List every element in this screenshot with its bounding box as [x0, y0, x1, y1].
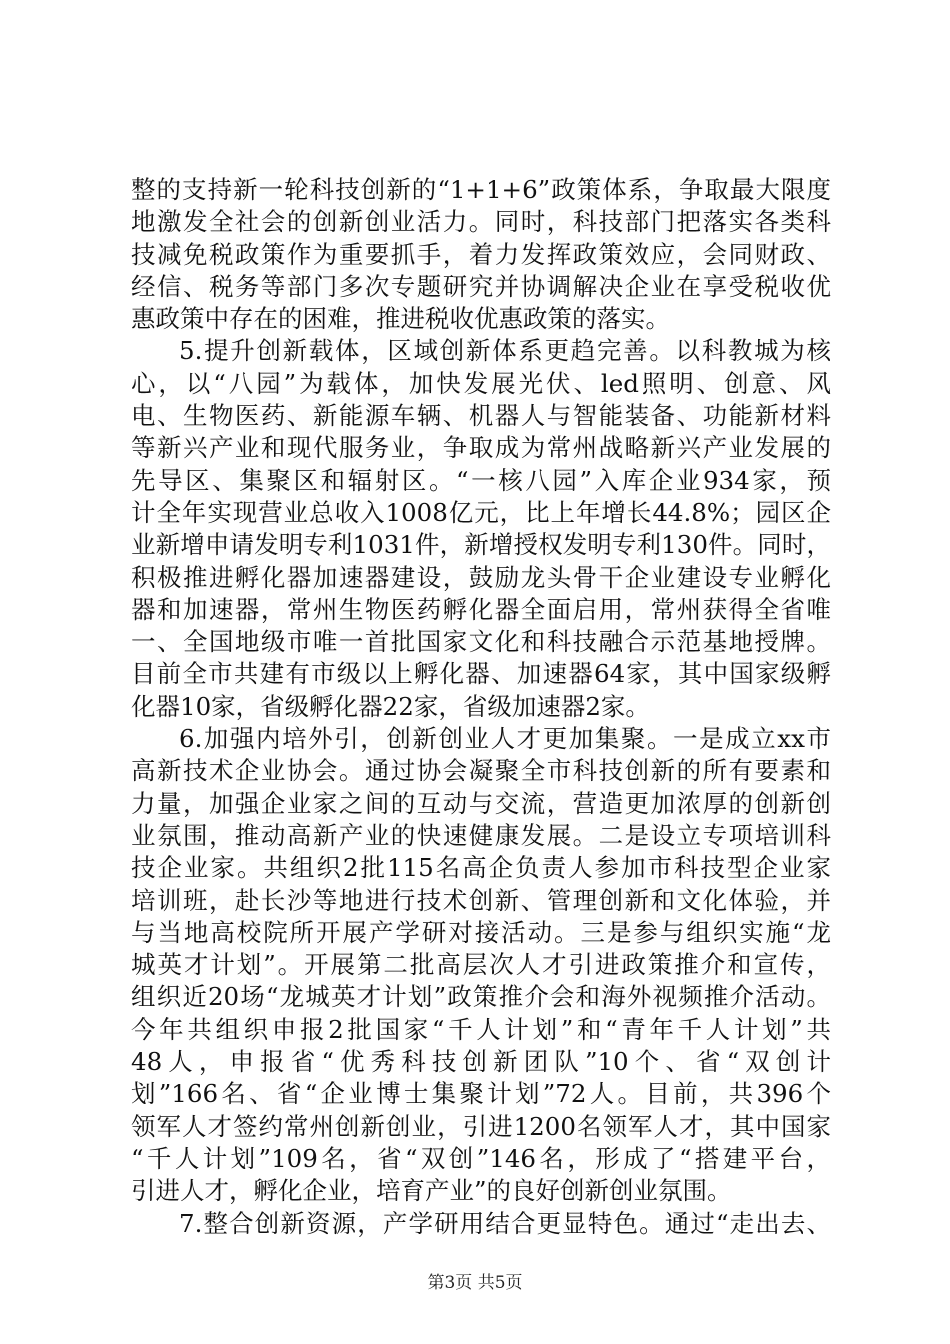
- text-line: 经信、税务等部门多次专题研究并协调解决企业在享受税收优: [131, 271, 831, 301]
- text-line: 惠政策中存在的困难，推进税收优惠政策的落实。: [131, 304, 670, 334]
- text-line: 目前全市共建有市级以上孵化器、加速器64家，其中国家级孵: [131, 659, 831, 689]
- text-line: 48人，申报省“优秀科技创新团队”10个、省“双创计: [131, 1047, 831, 1077]
- text-line: 电、生物医药、新能源车辆、机器人与智能装备、功能新材料: [131, 401, 831, 431]
- text-line: 7.整合创新资源，产学研用结合更显特色。通过“走出去、: [179, 1208, 831, 1238]
- text-line: “千人计划”109名，省“双创”146名，形成了“搭建平台，: [131, 1143, 831, 1173]
- page-footer: 第3页 共5页: [427, 1273, 523, 1293]
- text-line: 与当地高校院所开展产学研对接活动。三是参与组织实施“龙: [131, 917, 831, 947]
- text-line: 器和加速器，常州生物医药孵化器全面启用，常州获得全省唯: [131, 594, 831, 624]
- text-line: 引进人才，孵化企业，培育产业”的良好创新创业氛围。: [131, 1176, 732, 1206]
- text-line: 一、全国地级市唯一首批国家文化和科技融合示范基地授牌。: [131, 627, 831, 657]
- text-line: 组织近20场“龙城英才计划”政策推介会和海外视频推介活动。: [131, 982, 831, 1012]
- text-line: 领军人才签约常州创新创业，引进1200名领军人才，其中国家: [131, 1111, 831, 1141]
- text-line: 心，以“八园”为载体，加快发展光伏、led照明、创意、风: [131, 368, 831, 398]
- text-line: 力量，加强企业家之间的互动与交流，营造更加浓厚的创新创: [131, 788, 831, 818]
- text-line: 等新兴产业和现代服务业，争取成为常州战略新兴产业发展的: [131, 433, 831, 463]
- text-line: 积极推进孵化器加速器建设，鼓励龙头骨干企业建设专业孵化: [131, 562, 831, 592]
- text-line: 培训班，赴长沙等地进行技术创新、管理创新和文化体验，并: [131, 885, 831, 915]
- text-line: 6.加强内培外引，创新创业人才更加集聚。一是成立xx市: [179, 724, 831, 754]
- text-line: 今年共组织申报2批国家“千人计划”和“青年千人计划”共: [131, 1014, 831, 1044]
- text-line: 整的支持新一轮科技创新的“1+1+6”政策体系，争取最大限度: [131, 175, 831, 204]
- document-body: [131, 174, 831, 1240]
- text-line: 5.提升创新载体，区域创新体系更趋完善。以科教城为核: [179, 336, 831, 366]
- text-line: 划”166名、省“企业博士集聚计划”72人。目前，共396个: [131, 1079, 831, 1109]
- text-line: 地激发全社会的创新创业活力。同时，科技部门把落实各类科: [131, 207, 831, 237]
- text-line: 计全年实现营业总收入1008亿元，比上年增长44.8%；园区企: [131, 497, 831, 527]
- text-line: 业新增申请发明专利1031件，新增授权发明专利130件。同时，: [131, 530, 831, 560]
- text-line: 城英才计划”。开展第二批高层次人才引进政策推介和宣传，: [131, 950, 831, 980]
- text-line: 技减免税政策作为重要抓手，着力发挥政策效应，会同财政、: [131, 239, 831, 269]
- text-line: 高新技术企业协会。通过协会凝聚全市科技创新的所有要素和: [131, 756, 831, 786]
- text-line: 先导区、集聚区和辐射区。“一核八园”入库企业934家，预: [131, 465, 831, 495]
- text-line: 化器10家，省级孵化器22家，省级加速器2家。: [131, 691, 650, 721]
- text-line: 业氛围，推动高新产业的快速健康发展。二是设立专项培训科: [131, 820, 831, 850]
- text-line: 技企业家。共组织2批115名高企负责人参加市科技型企业家: [131, 853, 831, 883]
